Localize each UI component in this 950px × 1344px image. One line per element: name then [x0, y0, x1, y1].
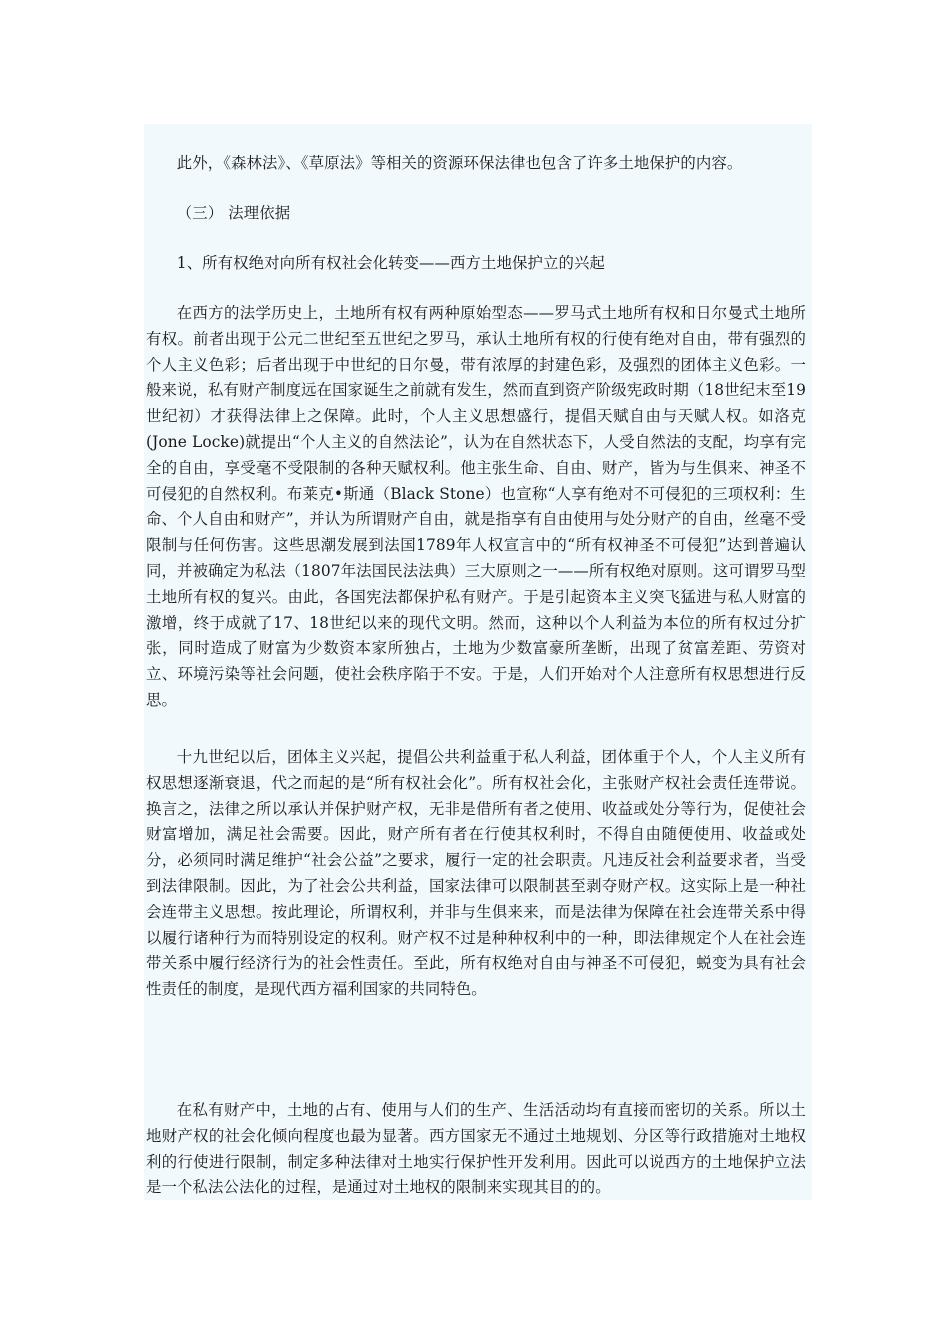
- paragraph-ownership-socialization: 十九世纪以后，团体主义兴起，提倡公共利益重于私人利益，团体重于个人，个人主义所有权思想逐渐衰退，代之而起的是“所有权社会化”。所有权社会化，主张财产权社会责任连带说。换言之，法律之所以承认并保护财产权，无非是借所有者之使用、收益或处分等行为，促使社会财富增加，满足社会需要。因此，财产所有者在行使其权利时，不得自由随便使用、收益或处分，必须同时满足维护“社会公益”之要求，履行一定的社会职责。凡违反社会利益要求者，当受到法律限制。因此，为了社会公共利益，国家法律可以限制甚至剥夺财产权。这实际上是一种社会连带主义思想。按此理论，所谓权利，并非与生俱来来，而是法律为保障在社会连带关系中得以履行诸种行为而特别设定的权利。财产权不过是种种权利中的一种，即法律规定个人在社会连带关系中履行经济行为的社会性责任。至此，所有权绝对自由与神圣不可侵犯，蜕变为具有社会性责任的制度，是现代西方福利国家的共同特色。: [146, 748, 806, 999]
- paragraph-land-property-rights: 在私有财产中，土地的占有、使用与人们的生产、生活活动均有直接而密切的关系。所以土地财产权的社会化倾向程度也最为显著。西方国家无不通过土地规划、分区等行政措施对土地权利的行使进行限制，制定多种法律对土地实行保护性开发利用。因此可以说西方的土地保护立法是一个私法公法化的过程，是通过对土地权的限制来实现其目的的。: [146, 1101, 806, 1197]
- subsection-heading-ownership-socialization: 1、所有权绝对向所有权社会化转变——西方土地保护立的兴起: [176, 254, 605, 272]
- section-heading-legal-basis: （三） 法理依据: [176, 204, 291, 222]
- paragraph-western-land-ownership-history: 在西方的法学历史上，土地所有权有两种原始型态——罗马式土地所有权和日尔曼式土地所有权。前者出现于公元二世纪至五世纪之罗马，承认土地所有权的行使有绝对自由，带有强烈的个人主义色彩；后者出现于中世纪的日尔曼，带有浓厚的封建色彩，及强烈的团体主义色彩。一般来说，私有财产制度远在国家诞生之前就有发生，然而直到资产阶级宪政时期（18世纪末至19世纪初）才获得法律上之保障。此时，个人主义思想盛行，提倡天赋自由与天赋人权。如洛克(Jone Locke)就提出“个人主义的自然法论”，认为在自然状态下，人受自然法的支配，均享有完全的自由，享受毫不受限制的各种天赋权利。他主张生命、自由、财产，皆为与生俱来、神圣不可侵犯的自然权利。布莱克•斯通（Black Stone）也宣称“人享有绝对不可侵犯的三项权利：生命、个人自由和财产”，并认为所谓财产自由，就是指享有自由使用与处分财产的自由，丝毫不受限制与任何伤害。这些思潮发展到法国1789年人权宣言中的“所有权神圣不可侵犯”达到普遍认同，并被确定为私法（1807年法国民法法典）三大原则之一——所有权绝对原则。这可谓罗马型土地所有权的复兴。由此，各国宪法都保护私有财产。于是引起资本主义突飞猛进与私人财富的激增，终于成就了17、18世纪以来的现代文明。然而，这种以个人利益为本位的所有权过分扩张，同时造成了财富为少数资本家所独占，土地为少数富豪所垄断，出现了贫富差距、劳资对立、环境污染等社会问题，使社会秩序陷于不安。于是，人们开始对个人注意所有权思想进行反思。: [146, 304, 806, 709]
- paragraph-forest-grassland-laws: 此外，《森林法》、《草原法》等相关的资源环保法律也包含了许多土地保护的内容。: [176, 154, 743, 172]
